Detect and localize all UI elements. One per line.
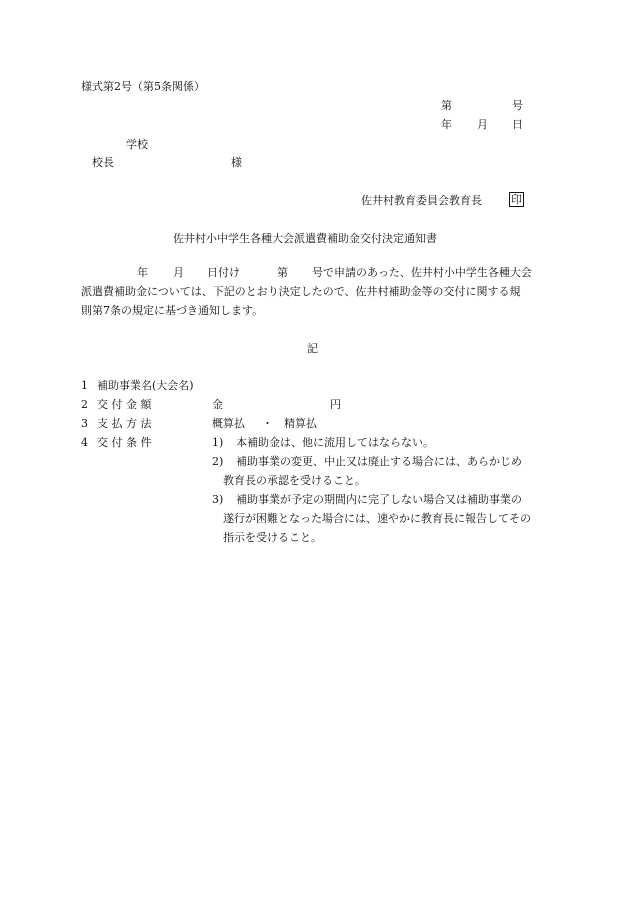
condition-3-line: 補助事業が予定の期間内に完了しない場合又は補助事業の <box>236 493 522 506</box>
addressee-sama: 様 <box>231 156 242 169</box>
condition-2-line: 補助事業の変更、中止又は廃止する場合には、あらかじめ <box>236 455 522 468</box>
item-2-value-en: 円 <box>330 398 341 411</box>
item-1-num: 1 <box>81 379 88 392</box>
condition-3-line: 指示を受けること。 <box>223 531 322 544</box>
item-3-num: 3 <box>81 417 88 430</box>
item-3-value-seisan: 精算払 <box>284 417 317 430</box>
doc-number-go: 号 <box>512 99 523 112</box>
item-2-value-kin: 金 <box>212 398 223 411</box>
item-3-label: 支 払 方 法 <box>97 417 152 430</box>
date-day: 日 <box>512 118 523 131</box>
condition-3-line: 遂行が困難となった場合には、速やかに教育長に報告してその <box>223 512 531 525</box>
condition-3-num: 3) <box>212 493 224 506</box>
seal-label: 印 <box>511 193 522 206</box>
condition-2-num: 2) <box>212 455 224 468</box>
condition-1-line: 本補助金は、他に流用してはならない。 <box>236 436 434 449</box>
item-3-value-gaisan: 概算払 <box>212 417 245 430</box>
body-dated: 日付け <box>207 266 240 279</box>
item-4-num: 4 <box>81 436 88 449</box>
form-id: 様式第2号（第5条関係） <box>81 80 205 93</box>
sender-name: 佐井村教育委員会教育長 <box>361 194 482 207</box>
document-title: 佐井村小中学生各種大会派遣費補助金交付決定通知書 <box>173 232 437 245</box>
body-line2: 派遣費補助金については、下記のとおり決定したので、佐井村補助金等の交付に関する規 <box>81 285 521 298</box>
body-dai: 第 <box>277 266 288 279</box>
item-4-label: 交 付 条 件 <box>97 436 152 449</box>
condition-1-num: 1) <box>212 436 224 449</box>
item-3-value-sep: ・ <box>262 417 273 430</box>
ki-heading: 記 <box>307 342 318 355</box>
doc-number-dai: 第 <box>441 99 452 112</box>
item-2-num: 2 <box>81 398 88 411</box>
body-line1-rest: 号で申請のあった、佐井村小中学生各種大会 <box>312 266 532 279</box>
addressee-principal: 校長 <box>92 156 114 169</box>
addressee-school: 学校 <box>126 138 148 151</box>
body-year: 年 <box>137 266 148 279</box>
item-2-label: 交 付 金 額 <box>97 398 152 411</box>
date-month: 月 <box>477 118 488 131</box>
date-year: 年 <box>441 118 452 131</box>
condition-2-line: 教育長の承認を受けること。 <box>223 474 366 487</box>
item-1-label: 補助事業名(大会名) <box>97 379 194 392</box>
body-line3: 則第7条の規定に基づき通知します。 <box>81 304 264 317</box>
seal-mark <box>509 192 524 208</box>
body-month: 月 <box>173 266 184 279</box>
